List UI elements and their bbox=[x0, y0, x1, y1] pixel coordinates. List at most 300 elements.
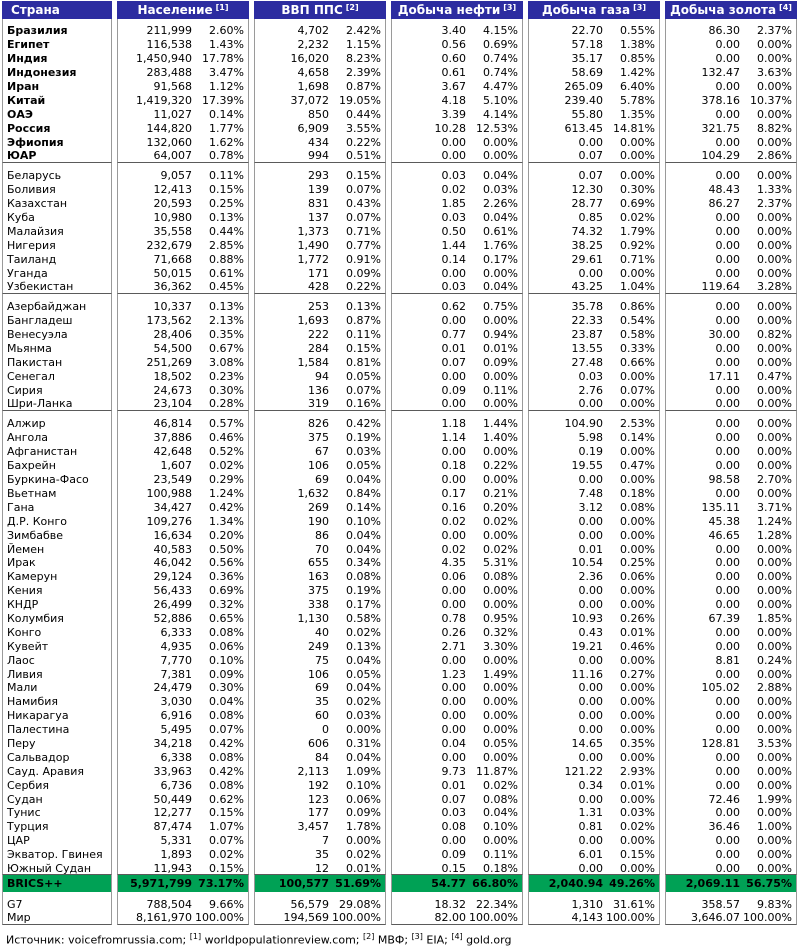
data-cell bbox=[117, 542, 249, 556]
value: 46,814 bbox=[153, 417, 192, 431]
data-cell bbox=[528, 848, 660, 862]
data-cell bbox=[665, 445, 797, 459]
percent: 0.51% bbox=[346, 148, 381, 162]
header-gold-production-ref: [4] bbox=[779, 3, 792, 12]
percent: 0.10% bbox=[346, 514, 381, 528]
percent: 0.07% bbox=[346, 183, 381, 197]
country-cell bbox=[2, 500, 112, 514]
header-gdp-ppp-label: ВВП ППС bbox=[281, 3, 343, 17]
percent: 0.33% bbox=[620, 342, 655, 356]
percent: 0.00% bbox=[483, 148, 518, 162]
data-cell bbox=[665, 211, 797, 225]
header-gdp-ppp-ref: [2] bbox=[345, 3, 359, 12]
data-cell bbox=[117, 149, 249, 163]
percent: 1.15% bbox=[346, 38, 381, 52]
value: 69 bbox=[315, 681, 329, 695]
data-cell bbox=[391, 24, 523, 38]
value: 232,679 bbox=[146, 238, 192, 252]
value: 0.02 bbox=[441, 183, 466, 197]
value: 109,276 bbox=[146, 514, 192, 528]
data-cell bbox=[391, 528, 523, 542]
value: 0.00 bbox=[715, 625, 740, 639]
data-cell bbox=[391, 542, 523, 556]
data-cell bbox=[528, 66, 660, 80]
percent: 0.11% bbox=[209, 169, 244, 183]
country-cell bbox=[2, 459, 112, 473]
percent: 0.00% bbox=[757, 211, 792, 225]
percent: 1.38% bbox=[620, 38, 655, 52]
percent: 0.04% bbox=[346, 542, 381, 556]
country-name: ЦАР bbox=[7, 834, 30, 848]
value: 0.00 bbox=[715, 224, 740, 238]
data-cell bbox=[391, 820, 523, 834]
country-name: Шри-Ланка bbox=[7, 397, 73, 411]
value: 45.38 bbox=[708, 514, 740, 528]
data-cell bbox=[665, 252, 797, 266]
data-cell bbox=[665, 417, 797, 431]
country-name: Бразилия bbox=[7, 24, 68, 38]
percent: 0.00% bbox=[483, 598, 518, 612]
value: 116,538 bbox=[146, 38, 192, 52]
percent: 0.00% bbox=[483, 695, 518, 709]
percent: 1.24% bbox=[209, 486, 244, 500]
value: 428 bbox=[308, 279, 329, 293]
percent: 0.00% bbox=[483, 750, 518, 764]
percent: 0.14% bbox=[209, 107, 244, 121]
data-cell bbox=[391, 709, 523, 723]
data-cell bbox=[665, 369, 797, 383]
data-cell bbox=[391, 848, 523, 862]
data-cell bbox=[391, 625, 523, 639]
data-cell bbox=[665, 473, 797, 487]
country-cell bbox=[2, 135, 112, 149]
country-cell bbox=[2, 169, 112, 183]
data-cell bbox=[665, 80, 797, 94]
data-cell bbox=[528, 542, 660, 556]
data-cell bbox=[254, 778, 386, 792]
percent: 2.37% bbox=[757, 197, 792, 211]
data-cell bbox=[391, 834, 523, 848]
value: 1,490 bbox=[297, 238, 329, 252]
value: 72.46 bbox=[708, 792, 740, 806]
table-row bbox=[2, 681, 798, 695]
value: 0.00 bbox=[441, 750, 466, 764]
header-gas-production-ref: [3] bbox=[633, 3, 646, 12]
value: 0.61 bbox=[441, 66, 466, 80]
value: 2.36 bbox=[578, 570, 603, 584]
data-cell bbox=[665, 639, 797, 653]
percent: 100.00% bbox=[195, 911, 244, 925]
percent: 0.13% bbox=[209, 300, 244, 314]
percent: 10.37% bbox=[750, 93, 792, 107]
data-cell bbox=[528, 528, 660, 542]
table-body bbox=[2, 19, 798, 925]
percent: 0.35% bbox=[209, 328, 244, 342]
value: 850 bbox=[308, 107, 329, 121]
value: 1,130 bbox=[297, 611, 329, 625]
country-cell bbox=[2, 848, 112, 862]
value: 0.00 bbox=[578, 709, 603, 723]
country-cell bbox=[2, 149, 112, 163]
header-gas-production bbox=[528, 1, 660, 19]
data-cell bbox=[665, 314, 797, 328]
data-cell bbox=[665, 764, 797, 778]
data-cell bbox=[528, 556, 660, 570]
table-row bbox=[2, 107, 798, 121]
data-cell bbox=[528, 80, 660, 94]
value: 211,999 bbox=[146, 24, 192, 38]
data-cell bbox=[117, 224, 249, 238]
value: 655 bbox=[308, 556, 329, 570]
value: 0.00 bbox=[715, 314, 740, 328]
percent: 0.13% bbox=[346, 639, 381, 653]
percent: 5.78% bbox=[620, 93, 655, 107]
percent: 0.04% bbox=[483, 211, 518, 225]
value: 0.00 bbox=[441, 266, 466, 280]
data-cell bbox=[391, 723, 523, 737]
percent: 0.95% bbox=[483, 611, 518, 625]
country-cell bbox=[2, 487, 112, 501]
table-row bbox=[2, 80, 798, 94]
country-name: G7 bbox=[7, 897, 23, 911]
value: 106 bbox=[308, 667, 329, 681]
data-cell bbox=[117, 820, 249, 834]
country-name: Сербия bbox=[7, 778, 49, 792]
footnote-text-4: gold.org bbox=[462, 933, 512, 947]
data-cell bbox=[665, 38, 797, 52]
percent: 0.00% bbox=[620, 681, 655, 695]
value: 4.35 bbox=[441, 556, 466, 570]
value: 36,362 bbox=[153, 279, 192, 293]
data-cell bbox=[528, 806, 660, 820]
value: 14.65 bbox=[571, 736, 603, 750]
data-cell bbox=[528, 252, 660, 266]
percent: 2.26% bbox=[483, 197, 518, 211]
data-cell bbox=[254, 875, 386, 892]
data-cell bbox=[254, 80, 386, 94]
data-cell bbox=[391, 238, 523, 252]
value: 0.07 bbox=[441, 355, 466, 369]
data-cell bbox=[117, 667, 249, 681]
data-cell bbox=[117, 612, 249, 626]
percent: 1.49% bbox=[483, 667, 518, 681]
value: 171 bbox=[308, 266, 329, 280]
value: 0.00 bbox=[715, 556, 740, 570]
percent: 0.00% bbox=[620, 695, 655, 709]
percent: 0.87% bbox=[346, 80, 381, 93]
percent: 0.03% bbox=[346, 445, 381, 459]
percent: 3.71% bbox=[757, 500, 792, 514]
data-cell bbox=[254, 149, 386, 163]
data-cell bbox=[117, 238, 249, 252]
country-cell bbox=[2, 598, 112, 612]
data-cell bbox=[117, 445, 249, 459]
country-cell bbox=[2, 369, 112, 383]
percent: 0.23% bbox=[209, 369, 244, 383]
percent: 0.06% bbox=[346, 792, 381, 806]
data-cell bbox=[254, 834, 386, 848]
value: 42,648 bbox=[153, 445, 192, 459]
table-row bbox=[2, 445, 798, 459]
percent: 0.00% bbox=[620, 445, 655, 459]
value: 0.00 bbox=[715, 486, 740, 500]
table-row bbox=[2, 417, 798, 431]
data-cell bbox=[391, 107, 523, 121]
table-row bbox=[2, 778, 798, 792]
percent: 0.74% bbox=[483, 66, 518, 80]
data-cell bbox=[528, 169, 660, 183]
country-name: Узбекистан bbox=[7, 280, 74, 293]
data-cell bbox=[528, 93, 660, 107]
percent: 3.08% bbox=[209, 355, 244, 369]
value: 284 bbox=[308, 342, 329, 356]
percent: 0.00% bbox=[346, 834, 381, 848]
data-cell bbox=[117, 750, 249, 764]
data-cell bbox=[254, 667, 386, 681]
data-cell bbox=[665, 135, 797, 149]
value: 0.00 bbox=[715, 598, 740, 612]
value: 190 bbox=[308, 514, 329, 528]
percent: 0.00% bbox=[346, 723, 381, 737]
percent: 1.77% bbox=[209, 121, 244, 135]
data-cell bbox=[528, 570, 660, 584]
value: 0.00 bbox=[578, 598, 603, 612]
header-oil-production bbox=[391, 1, 523, 19]
percent: 4.15% bbox=[483, 24, 518, 38]
value: 10.54 bbox=[571, 556, 603, 570]
data-cell bbox=[391, 473, 523, 487]
value: 35,558 bbox=[153, 224, 192, 238]
value: 29.61 bbox=[571, 252, 603, 266]
value: 0.78 bbox=[441, 611, 466, 625]
percent: 0.18% bbox=[483, 861, 518, 875]
table-row bbox=[2, 820, 798, 834]
value: 6,736 bbox=[160, 778, 192, 792]
data-cell bbox=[254, 820, 386, 834]
table-row bbox=[2, 121, 798, 135]
country-cell bbox=[2, 612, 112, 626]
percent: 1.44% bbox=[483, 417, 518, 431]
country-name: Мир bbox=[7, 911, 31, 925]
value: 0.06 bbox=[441, 570, 466, 584]
percent: 0.00% bbox=[483, 445, 518, 459]
value: 55.80 bbox=[571, 107, 603, 121]
value: 105.02 bbox=[701, 681, 740, 695]
table-row bbox=[2, 238, 798, 252]
data-cell bbox=[665, 355, 797, 369]
data-cell bbox=[528, 612, 660, 626]
data-cell bbox=[665, 238, 797, 252]
percent: 2.39% bbox=[346, 66, 381, 80]
country-cell bbox=[2, 328, 112, 342]
percent: 0.00% bbox=[483, 681, 518, 695]
data-cell bbox=[391, 445, 523, 459]
percent: 0.00% bbox=[620, 723, 655, 737]
percent: 0.05% bbox=[346, 369, 381, 383]
percent: 0.04% bbox=[346, 681, 381, 695]
value: 0.00 bbox=[441, 834, 466, 848]
value: 139 bbox=[308, 183, 329, 197]
country-name: Боливия bbox=[7, 183, 56, 197]
value: 128.81 bbox=[701, 736, 740, 750]
value: 54,500 bbox=[153, 342, 192, 356]
value: 35 bbox=[315, 848, 329, 862]
data-cell bbox=[665, 667, 797, 681]
value: 12,413 bbox=[153, 183, 192, 197]
percent: 0.88% bbox=[209, 252, 244, 266]
value: 0.00 bbox=[441, 528, 466, 542]
table-row bbox=[2, 709, 798, 723]
country-name: Венесуэла bbox=[7, 328, 68, 342]
percent: 0.00% bbox=[620, 750, 655, 764]
country-cell bbox=[2, 342, 112, 356]
country-name: Судан bbox=[7, 792, 43, 806]
data-cell bbox=[117, 834, 249, 848]
data-cell bbox=[254, 897, 386, 911]
value: 0.19 bbox=[578, 445, 603, 459]
percent: 0.00% bbox=[757, 314, 792, 328]
value: 10,337 bbox=[153, 300, 192, 314]
percent: 3.47% bbox=[209, 66, 244, 80]
country-name: Сальвадор bbox=[7, 750, 70, 764]
value: 0.03 bbox=[441, 279, 466, 293]
value: 0.00 bbox=[578, 397, 603, 411]
percent: 0.04% bbox=[209, 695, 244, 709]
percent: 0.00% bbox=[483, 397, 518, 411]
data-cell bbox=[528, 792, 660, 806]
value: 0.00 bbox=[441, 598, 466, 612]
value: 2,069.11 bbox=[685, 877, 740, 891]
value: 75 bbox=[315, 653, 329, 667]
data-cell bbox=[391, 197, 523, 211]
percent: 4.47% bbox=[483, 80, 518, 93]
country-cell bbox=[2, 417, 112, 431]
data-cell bbox=[528, 625, 660, 639]
data-cell bbox=[665, 459, 797, 473]
percent: 0.62% bbox=[209, 792, 244, 806]
value: 1,693 bbox=[297, 314, 329, 328]
data-cell bbox=[528, 369, 660, 383]
country-name: Бангладеш bbox=[7, 314, 73, 328]
country-name: BRICS++ bbox=[7, 877, 63, 891]
table-row bbox=[2, 369, 798, 383]
percent: 0.00% bbox=[483, 473, 518, 487]
value: 50,449 bbox=[153, 792, 192, 806]
data-cell bbox=[391, 750, 523, 764]
percent: 0.00% bbox=[757, 52, 792, 66]
percent: 0.00% bbox=[620, 369, 655, 383]
percent: 0.69% bbox=[620, 197, 655, 211]
data-cell bbox=[391, 211, 523, 225]
table-row bbox=[2, 542, 798, 556]
data-cell bbox=[254, 252, 386, 266]
data-cell bbox=[665, 723, 797, 737]
value: 18,502 bbox=[153, 369, 192, 383]
data-cell bbox=[391, 778, 523, 792]
percent: 0.61% bbox=[209, 266, 244, 280]
data-cell bbox=[117, 875, 249, 892]
value: 0.00 bbox=[578, 266, 603, 280]
country-name: ОАЭ bbox=[7, 107, 33, 121]
country-cell bbox=[2, 24, 112, 38]
percent: 0.00% bbox=[483, 266, 518, 280]
percent: 0.16% bbox=[346, 397, 381, 411]
data-cell bbox=[254, 695, 386, 709]
percent: 0.69% bbox=[209, 584, 244, 598]
value: 37,886 bbox=[153, 431, 192, 445]
table-row bbox=[2, 487, 798, 501]
percent: 0.71% bbox=[620, 252, 655, 266]
country-cell bbox=[2, 80, 112, 94]
data-cell bbox=[528, 197, 660, 211]
data-cell bbox=[665, 695, 797, 709]
header-population bbox=[117, 1, 249, 19]
value: 177 bbox=[308, 806, 329, 820]
value: 37,072 bbox=[290, 93, 329, 107]
value: 994 bbox=[308, 148, 329, 162]
data-cell bbox=[528, 820, 660, 834]
percent: 8.23% bbox=[346, 52, 381, 66]
percent: 9.83% bbox=[757, 897, 792, 911]
table-row bbox=[2, 38, 798, 52]
value: 60 bbox=[315, 709, 329, 723]
percent: 0.07% bbox=[209, 834, 244, 848]
country-name: КНДР bbox=[7, 598, 39, 612]
header-gold-production-label: Добыча золота bbox=[670, 3, 777, 17]
data-cell bbox=[665, 681, 797, 695]
percent: 0.07% bbox=[209, 723, 244, 737]
value: 0.01 bbox=[441, 342, 466, 356]
value: 0.00 bbox=[715, 38, 740, 52]
data-cell bbox=[391, 570, 523, 584]
data-cell bbox=[528, 681, 660, 695]
percent: 1.12% bbox=[209, 80, 244, 93]
percent: 0.35% bbox=[620, 736, 655, 750]
data-cell bbox=[254, 764, 386, 778]
data-cell bbox=[117, 473, 249, 487]
country-cell bbox=[2, 723, 112, 737]
country-name: Лаос bbox=[7, 653, 35, 667]
value: 0.01 bbox=[441, 778, 466, 792]
data-cell bbox=[254, 266, 386, 280]
data-cell bbox=[528, 750, 660, 764]
data-cell bbox=[665, 528, 797, 542]
country-cell bbox=[2, 383, 112, 397]
table-row bbox=[2, 224, 798, 238]
percent: 0.25% bbox=[209, 197, 244, 211]
percent: 0.00% bbox=[757, 848, 792, 862]
percent: 3.63% bbox=[757, 66, 792, 80]
table-row bbox=[2, 848, 798, 862]
data-cell bbox=[254, 584, 386, 598]
country-name: Индия bbox=[7, 52, 48, 66]
percent: 2.53% bbox=[620, 417, 655, 431]
country-name: Намибия bbox=[7, 695, 59, 709]
percent: 0.00% bbox=[620, 792, 655, 806]
percent: 1.07% bbox=[209, 820, 244, 834]
percent: 0.52% bbox=[209, 445, 244, 459]
data-cell bbox=[254, 238, 386, 252]
value: 1,893 bbox=[160, 848, 192, 862]
value: 8.81 bbox=[715, 653, 740, 667]
header-oil-production-ref: [3] bbox=[503, 3, 517, 12]
data-cell bbox=[391, 431, 523, 445]
data-cell bbox=[528, 397, 660, 411]
data-cell bbox=[391, 737, 523, 751]
percent: 0.32% bbox=[483, 625, 518, 639]
value: 173,562 bbox=[146, 314, 192, 328]
table-row bbox=[2, 93, 798, 107]
